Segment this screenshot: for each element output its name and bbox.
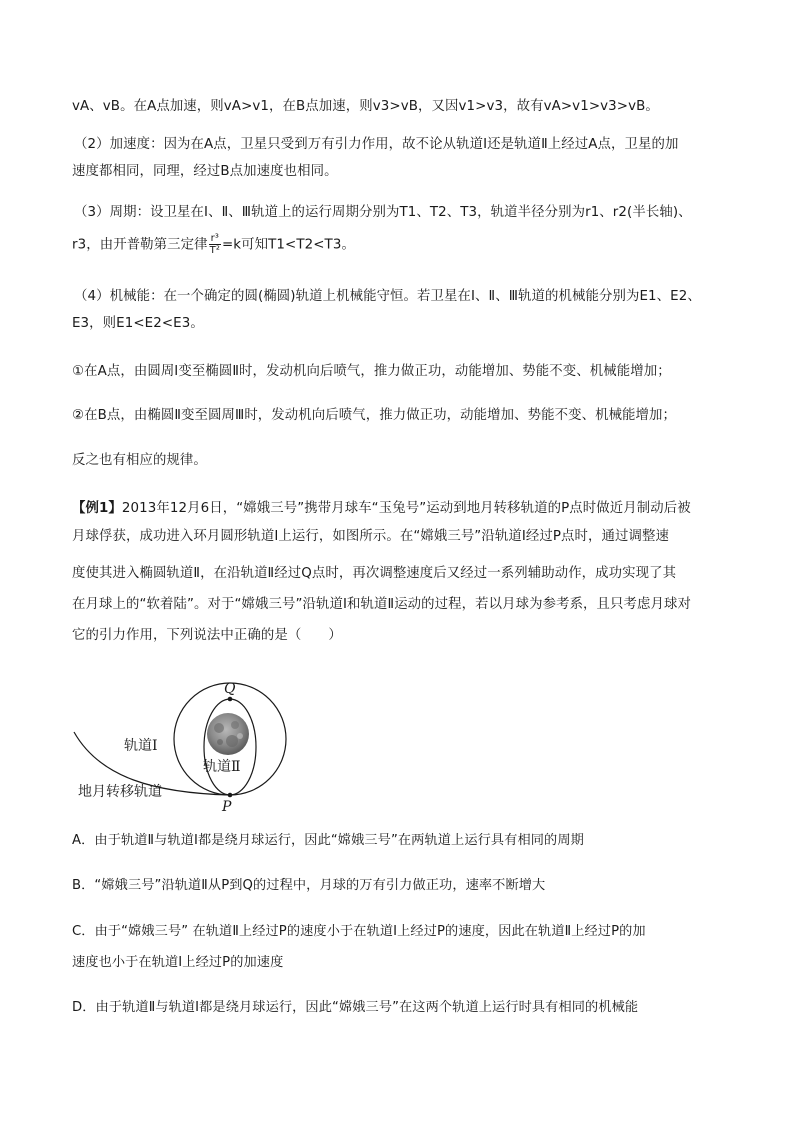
para-period-1: （3）周期：设卫星在Ⅰ、Ⅱ、Ⅲ轨道上的运行周期分别为T1、T2、T3，轨道半径分别为r1、r2(半长轴)、 bbox=[74, 205, 692, 220]
case-1: ①在A点，由圆周Ⅰ变至椭圆Ⅱ时，发动机向后喷气，推力做正功，动能增加、势能不变、机械能增加； bbox=[72, 364, 671, 379]
moon-icon bbox=[207, 713, 249, 755]
example-line-3: 度使其进入椭圆轨道Ⅱ，在沿轨道Ⅱ经过Q点时，再次调整速度后又经过一系列辅助动作，成功实现了其 bbox=[72, 566, 677, 581]
para-acceleration-2: 速度都相同，同理，经过B点加速度也相同。 bbox=[72, 164, 338, 179]
label-p: P bbox=[222, 799, 232, 813]
example-line-5: 它的引力作用，下列说法中正确的是（ ） bbox=[72, 628, 342, 643]
orbit-figure bbox=[60, 668, 320, 813]
option-a: A．由于轨道Ⅱ与轨道Ⅰ都是绕月球运行，因此“嫦娥三号”在两轨道上运行具有相同的周期 bbox=[72, 833, 584, 848]
option-c-line-1: C．由于“嫦娥三号” 在轨道Ⅱ上经过P的速度小于在轨道Ⅰ上经过P的速度，因此在轨道Ⅱ上经过P的加 bbox=[72, 924, 646, 939]
option-b: B．“嫦娥三号”沿轨道Ⅱ从P到Q的过程中，月球的万有引力做正功，速率不断增大 bbox=[72, 878, 546, 893]
fraction-denominator: T² bbox=[209, 245, 220, 256]
para-energy-1: （4）机械能：在一个确定的圆(椭圆)轨道上机械能守恒。若卫星在Ⅰ、Ⅱ、Ⅲ轨道的机械能分别为E1、E2、 bbox=[74, 289, 701, 304]
example-text-1: 2013年12月6日，“嫦娥三号”携带月球车“玉兔号”运动到地月转移轨道的P点时做近月制动后被 bbox=[121, 501, 691, 516]
period-text-pre: r3，由开普勒第三定律 bbox=[72, 237, 208, 253]
para-period-2 bbox=[72, 233, 724, 256]
point-p-dot bbox=[228, 793, 233, 798]
option-d: D．由于轨道Ⅱ与轨道Ⅰ都是绕月球运行，因此“嫦娥三号”在这两个轨道上运行时具有相同的机械能 bbox=[72, 1000, 639, 1015]
example-line-1 bbox=[72, 499, 724, 519]
label-orbit-1: 轨道Ⅰ bbox=[124, 738, 158, 754]
para-acceleration-1: （2）加速度：因为在A点，卫星只受到万有引力作用，故不论从轨道Ⅰ还是轨道Ⅱ上经过A点，卫星的加 bbox=[74, 137, 679, 152]
para-velocity-end: vA、vB。在A点加速，则vA>v1，在B点加速，则v3>vB，又因v1>v3，故有vA>v1>v3>vB。 bbox=[72, 99, 659, 114]
label-transfer-orbit: 地月转移轨道 bbox=[78, 784, 162, 800]
kepler-fraction bbox=[209, 233, 221, 256]
fraction-numerator: r³ bbox=[210, 233, 219, 244]
option-c-line-2: 速度也小于在轨道Ⅰ上经过P的加速度 bbox=[72, 955, 284, 970]
case-2: ②在B点，由椭圆Ⅱ变至圆周Ⅲ时，发动机向后喷气，推力做正功，动能增加、势能不变、机械能增加； bbox=[72, 408, 677, 423]
example-line-4: 在月球上的“软着陆”。对于“嫦娥三号”沿轨道Ⅰ和轨道Ⅱ运动的过程，若以月球为参考系，且只考虑月球对 bbox=[72, 597, 691, 612]
para-energy-2: E3，则E1<E2<E3。 bbox=[72, 316, 204, 331]
label-orbit-2: 轨道Ⅱ bbox=[203, 759, 241, 775]
example-line-2: 月球俘获，成功进入环月圆形轨道Ⅰ上运行，如图所示。在“嫦娥三号”沿轨道Ⅰ经过P点时，通过调整速 bbox=[72, 529, 669, 544]
case-3: 反之也有相应的规律。 bbox=[72, 453, 207, 468]
point-q-dot bbox=[228, 697, 233, 702]
period-text-post: =k可知T1<T2<T3。 bbox=[221, 237, 355, 253]
example-label: 【例1】 bbox=[72, 501, 122, 516]
label-q: Q bbox=[224, 681, 236, 697]
